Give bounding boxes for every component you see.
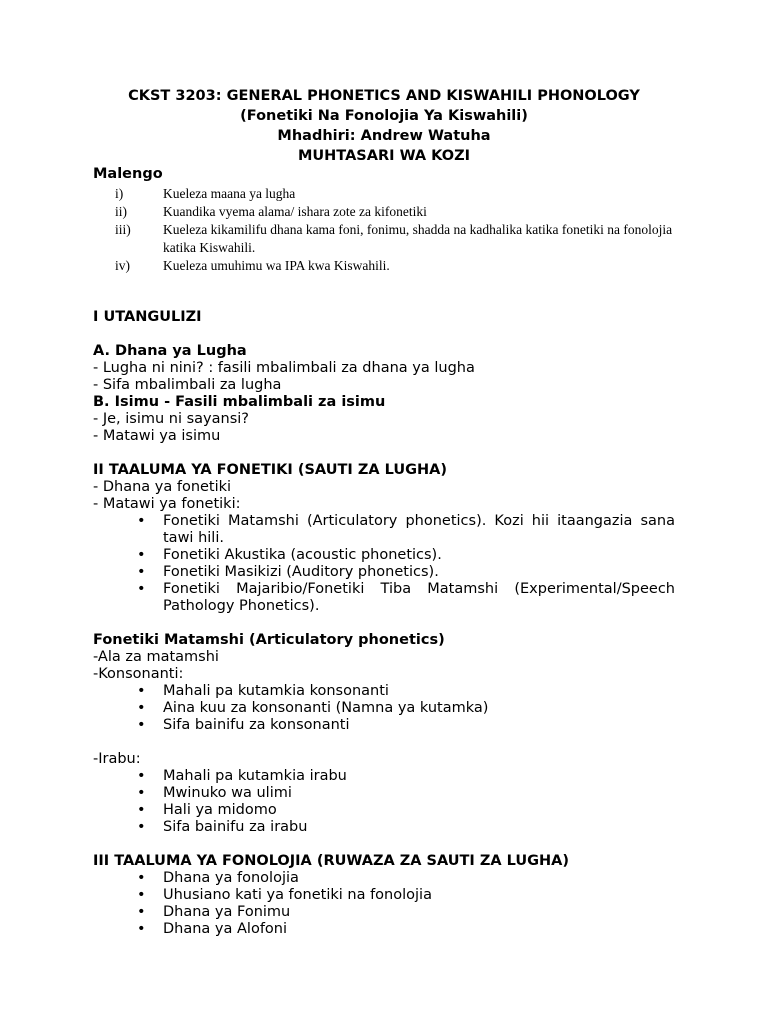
list-item — [93, 904, 675, 921]
course-subtitle: (Fonetiki Na Fonolojia Ya Kiswahili) — [240, 108, 528, 124]
list-item — [93, 581, 675, 615]
list-item — [93, 700, 675, 717]
subsection-b-title: B. Isimu - Fasili mbalimbali za isimu — [93, 394, 386, 410]
list-item-text: Fonetiki Akustika (acoustic phonetics). — [163, 547, 442, 563]
fonetiki-branches-list — [93, 513, 675, 615]
text-line: - Lugha ni nini? : fasili mbalimbali za dhana ya lugha — [93, 360, 475, 376]
section-utangulizi-title: I UTANGULIZI — [93, 309, 202, 325]
list-item — [93, 921, 675, 938]
list-item — [93, 768, 675, 785]
bullet-icon: • — [137, 870, 146, 886]
list-item-text: Dhana ya Alofoni — [163, 921, 288, 937]
subsection-a-title: A. Dhana ya Lugha — [93, 343, 247, 359]
section-fonetiki-title: II TAALUMA YA FONETIKI (SAUTI ZA LUGHA) — [93, 462, 447, 478]
bullet-icon: • — [137, 581, 146, 597]
malengo-list — [93, 185, 675, 275]
list-item — [93, 819, 675, 836]
section-fonolojia-title: III TAALUMA YA FONOLOJIA (RUWAZA ZA SAUTI ZA LUGHA) — [93, 853, 570, 869]
list-item-text: Mwinuko wa ulimi — [163, 785, 292, 801]
lecturer-line: Mhadhiri: Andrew Watuha — [277, 128, 491, 144]
bullet-icon: • — [137, 802, 146, 818]
text-line: - Matawi ya fonetiki: — [93, 496, 241, 512]
list-item — [93, 887, 675, 904]
malengo-number: iv) — [115, 258, 130, 273]
bullet-icon: • — [137, 921, 146, 937]
list-item-text: Mahali pa kutamkia irabu — [163, 768, 347, 784]
text-line: - Je, isimu ni sayansi? — [93, 411, 249, 427]
text-line: - Sifa mbalimbali za lugha — [93, 377, 282, 393]
list-item — [93, 547, 675, 564]
malengo-text: Kueleza kikamilifu dhana kama foni, fonimu, shadda na kadhalika katika fonetiki na fonolojia katika Kiswahili. — [163, 222, 673, 255]
list-item — [93, 870, 675, 887]
course-header — [93, 86, 675, 166]
irabu-list — [93, 768, 675, 836]
malengo-item — [93, 203, 675, 221]
malengo-text: Kuandika vyema alama/ ishara zote za kifonetiki — [163, 204, 427, 219]
list-item-text: Dhana ya fonolojia — [163, 870, 299, 886]
text-line: - Matawi ya isimu — [93, 428, 221, 444]
list-item-text: Mahali pa kutamkia konsonanti — [163, 683, 389, 699]
bullet-icon: • — [137, 547, 146, 563]
bullet-icon: • — [137, 564, 146, 580]
malengo-item — [93, 221, 675, 257]
bullet-icon: • — [137, 785, 146, 801]
text-line: - Dhana ya fonetiki — [93, 479, 232, 495]
list-item — [93, 785, 675, 802]
malengo-number: iii) — [115, 222, 131, 237]
list-item-text: Aina kuu za konsonanti (Namna ya kutamka) — [163, 700, 489, 716]
konsonanti-list — [93, 683, 675, 734]
list-item — [93, 564, 675, 581]
list-item — [93, 717, 675, 734]
list-item-text: Fonetiki Majaribio/Fonetiki Tiba Matamshi (Experimental/Speech Pathology Phonetics). — [163, 581, 675, 614]
malengo-item — [93, 257, 675, 275]
malengo-text: Kueleza umuhimu wa IPA kwa Kiswahili. — [163, 258, 390, 273]
list-item — [93, 513, 675, 547]
text-line: -Irabu: — [93, 751, 141, 767]
list-item — [93, 683, 675, 700]
document-content — [93, 86, 675, 938]
malengo-text: Kueleza maana ya lugha — [163, 186, 296, 201]
fonolojia-list — [93, 870, 675, 938]
bullet-icon: • — [137, 717, 146, 733]
bullet-icon: • — [137, 683, 146, 699]
course-code-title: CKST 3203: GENERAL PHONETICS AND KISWAHILI PHONOLOGY — [128, 88, 640, 104]
list-item-text: Uhusiano kati ya fonetiki na fonolojia — [163, 887, 432, 903]
text-line: -Ala za matamshi — [93, 649, 219, 665]
bullet-icon: • — [137, 700, 146, 716]
section-matamshi-title: Fonetiki Matamshi (Articulatory phonetics) — [93, 632, 445, 648]
malengo-item — [93, 185, 675, 203]
bullet-icon: • — [137, 904, 146, 920]
bullet-icon: • — [137, 887, 146, 903]
malengo-number: ii) — [115, 204, 127, 219]
malengo-title: Malengo — [93, 166, 163, 182]
list-item-text: Sifa bainifu za irabu — [163, 819, 308, 835]
list-item-text: Dhana ya Fonimu — [163, 904, 291, 920]
list-item — [93, 802, 675, 819]
bullet-icon: • — [137, 513, 146, 529]
bullet-icon: • — [137, 819, 146, 835]
list-item-text: Fonetiki Masikizi (Auditory phonetics). — [163, 564, 439, 580]
outline-title: MUHTASARI WA KOZI — [297, 148, 471, 164]
list-item-text: Hali ya midomo — [163, 802, 277, 818]
list-item-text: Fonetiki Matamshi (Articulatory phonetics). Kozi hii itaangazia sana tawi hili. — [163, 513, 675, 546]
list-item-text: Sifa bainifu za konsonanti — [163, 717, 350, 733]
bullet-icon: • — [137, 768, 146, 784]
malengo-number: i) — [115, 186, 124, 201]
text-line: -Konsonanti: — [93, 666, 184, 682]
